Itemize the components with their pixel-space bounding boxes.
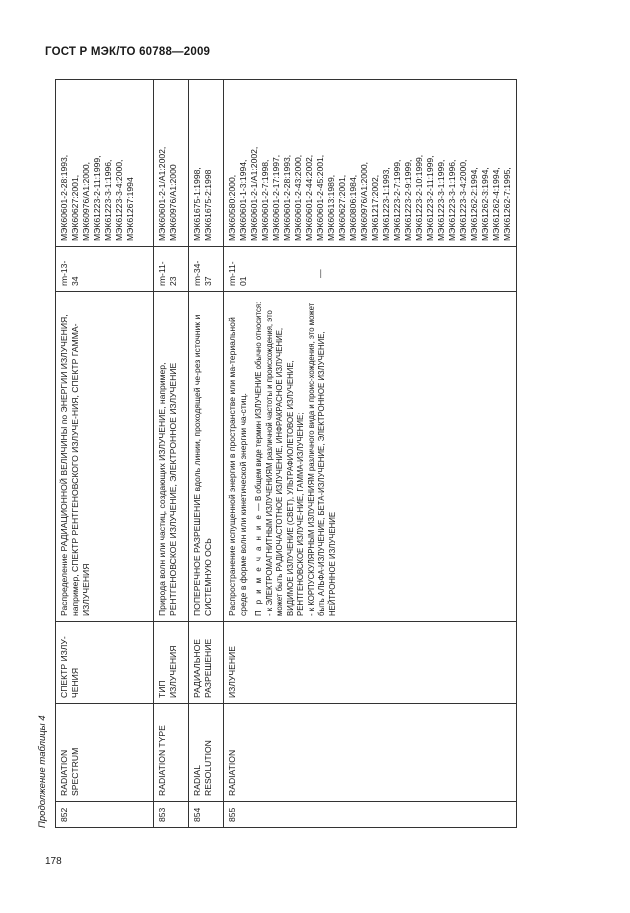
reference-item: МЭК61267:1994 <box>125 177 135 241</box>
reference-item: МЭК61262-4:1994, <box>491 167 501 241</box>
reference-item: МЭК61223-2-9:1999, <box>403 159 413 241</box>
reference-item: МЭК61223-3-4:2000, <box>458 159 468 241</box>
reference-item: МЭК60601-2-28:1993, <box>59 154 69 241</box>
term-russian: ИЗЛУЧЕНИЕ <box>224 622 517 704</box>
reference-item: МЭК61223-3-1:1996, <box>447 159 457 241</box>
term-definition <box>224 292 517 622</box>
reference-item: МЭК61223-1:1993, <box>381 167 391 241</box>
reference-item: МЭК61217:2002, <box>370 174 380 241</box>
reference-item: МЭК60601-1-3:1994, <box>238 159 248 241</box>
reference-item: МЭК61262-7:1995, <box>502 167 512 241</box>
page-number: 178 <box>45 856 62 867</box>
table-row <box>224 80 517 828</box>
reference-item: МЭК60976/А1:2000, <box>359 161 369 241</box>
term-number: 854 <box>189 802 224 828</box>
term-code <box>224 247 517 292</box>
term-russian: ТИП ИЗЛУЧЕНИЯ <box>154 622 189 704</box>
term-code: rm-13-34 <box>56 247 154 292</box>
reference-item: МЭК60601-2-28:1993, <box>282 154 292 241</box>
term-definition: Природа волн или частиц, создающих ИЗЛУЧЕНИЕ, например, РЕНТГЕНОВСКОЕ ИЗЛУЧЕНИЕ, ЭЛЕКТРОННОЕ ИЗЛУЧЕНИЕ <box>154 292 189 622</box>
reference-item: МЭК61223-3-1:1996, <box>103 159 113 241</box>
term-references <box>189 80 224 247</box>
reference-item: МЭК60601-2-1/А1:2002, <box>157 146 167 241</box>
table-row <box>56 80 154 828</box>
note-text: — В общем виде термин ИЗЛУЧЕНИЕ обычно относится: <box>254 301 263 511</box>
reference-item: МЭК61223-2-11:1999, <box>425 155 435 241</box>
reference-item: МЭК61223-2-11:1999, <box>92 155 102 241</box>
term-number: 855 <box>224 802 517 828</box>
term-code-text: rm-11-01 <box>227 261 248 286</box>
note-item: - к КОРПУСКУЛЯРНЫМ ИЗЛУЧЕНИЯМ различного вида и проис-хождения, это может быть АЛЬФА-ИЗЛУЧЕНИЕ, БЕТА-ИЗЛУЧЕНИЕ, ЭЛЕКТРОННОЕ ИЗЛУЧЕНИЕ, НЕЙТРОННОЕ ИЗЛУЧЕНИЕ <box>306 302 337 616</box>
note-item: - к ЭЛЕКТРОМАГНИТНЫМ ИЗЛУЧЕНИЯМ различной частоты и происхождения, это может быть РАДИОЧАСТОТНОЕ ИЗЛУЧЕНИЕ, ИНФРАКРАСНОЕ ИЗЛУЧЕНИЕ, ВИДИМОЕ ИЗЛУЧЕНИЕ (СВЕТ), УЛЬТРАФИОЛЕТОВОЕ ИЗЛУЧЕНИЕ, РЕНТГЕНОВСКОЕ ИЗЛУЧЕ-НИЕ, ГАММА-ИЗЛУЧЕНИЕ; <box>264 310 305 616</box>
reference-item: МЭК61675-1:1998, <box>192 167 202 241</box>
term-russian: СПЕКТР ИЗЛУ-ЧЕНИЯ <box>56 622 154 704</box>
term-code: rm-34-37 <box>189 247 224 292</box>
term-number: 852 <box>56 802 154 828</box>
reference-item: МЭК60601-2-43:2000, <box>293 154 303 241</box>
rotated-table-block <box>35 80 595 828</box>
term-references <box>154 80 189 247</box>
term-english: RADIATION <box>224 704 517 802</box>
table-row <box>189 80 224 828</box>
definition-note <box>254 297 338 616</box>
reference-item: МЭК61223-2-10:1999, <box>414 154 424 241</box>
reference-item: МЭК60976/А1:2000 <box>168 164 178 241</box>
reference-item: МЭК60601-2-44:2002, <box>304 154 314 241</box>
reference-item: МЭК60806:1984, <box>348 174 358 241</box>
reference-item: МЭК61262-2:1994, <box>469 167 479 241</box>
reference-item: МЭК60601-2-45:2001, <box>315 154 325 241</box>
reference-item: МЭК60601-2-7:1998, <box>260 159 270 241</box>
term-english: RADIATION TYPE <box>154 704 189 802</box>
term-definition: ПОПЕРЕЧНОЕ РАЗРЕШЕНИЕ вдоль линии, проходящей че-рез источник и СИСТЕМНУЮ ОСЬ <box>189 292 224 622</box>
reference-item: МЭК61223-2-7:1999, <box>392 159 402 241</box>
reference-item: МЭК60627:2001, <box>70 174 80 241</box>
reference-item: МЭК61223-3-1:1999, <box>436 159 446 241</box>
term-number: 853 <box>154 802 189 828</box>
reference-item: МЭК60627:2001, <box>337 174 347 241</box>
table-row <box>154 80 189 828</box>
term-english: RADIATION SPECTRUM <box>56 704 154 802</box>
reference-item: МЭК60580:2000, <box>227 174 237 241</box>
definition-text: Распространение испущенной энергии в пространстве или ма-териальной среде в форме волн или кинетической энергии ча-стиц. <box>227 317 248 616</box>
reference-item: МЭК61262-3:1994, <box>480 167 490 241</box>
reference-item: МЭК60601-2-17:1997, <box>271 154 281 241</box>
term-russian: РАДИАЛЬНОЕ РАЗРЕШЕНИЕ <box>189 622 224 704</box>
term-definition: Распределение РАДИАЦИОННОЙ ВЕЛИЧИНЫ по ЭНЕРГИИ ИЗЛУЧЕНИЯ, например, СПЕКТР РЕНТГЕНОВСКОГО ИЗЛУЧЕ-НИЯ, СПЕКТР ГАММА-ИЗЛУЧЕНИЯ <box>56 292 154 622</box>
term-references <box>224 80 517 247</box>
document-header: ГОСТ Р МЭК/ТО 60788—2009 <box>45 46 211 58</box>
term-english: RADIAL RESOLUTION <box>189 704 224 802</box>
reference-item: МЭК60613:1989, <box>326 174 336 241</box>
reference-item: МЭК60601-2-1/А1:2002, <box>249 146 259 241</box>
table-caption: Продолжение таблицы 4 <box>37 715 48 828</box>
note-label: П р и м е ч а н и е <box>254 513 263 616</box>
terms-table <box>55 79 517 828</box>
reference-item: МЭК61675-2:1998 <box>203 169 213 241</box>
reference-item: МЭК61223-3-4:2000, <box>114 159 124 241</box>
term-code: rm-11-23 <box>154 247 189 292</box>
code-dash: — <box>315 269 325 278</box>
reference-item: МЭК60976/А1:2000, <box>81 161 91 241</box>
term-references <box>56 80 154 247</box>
